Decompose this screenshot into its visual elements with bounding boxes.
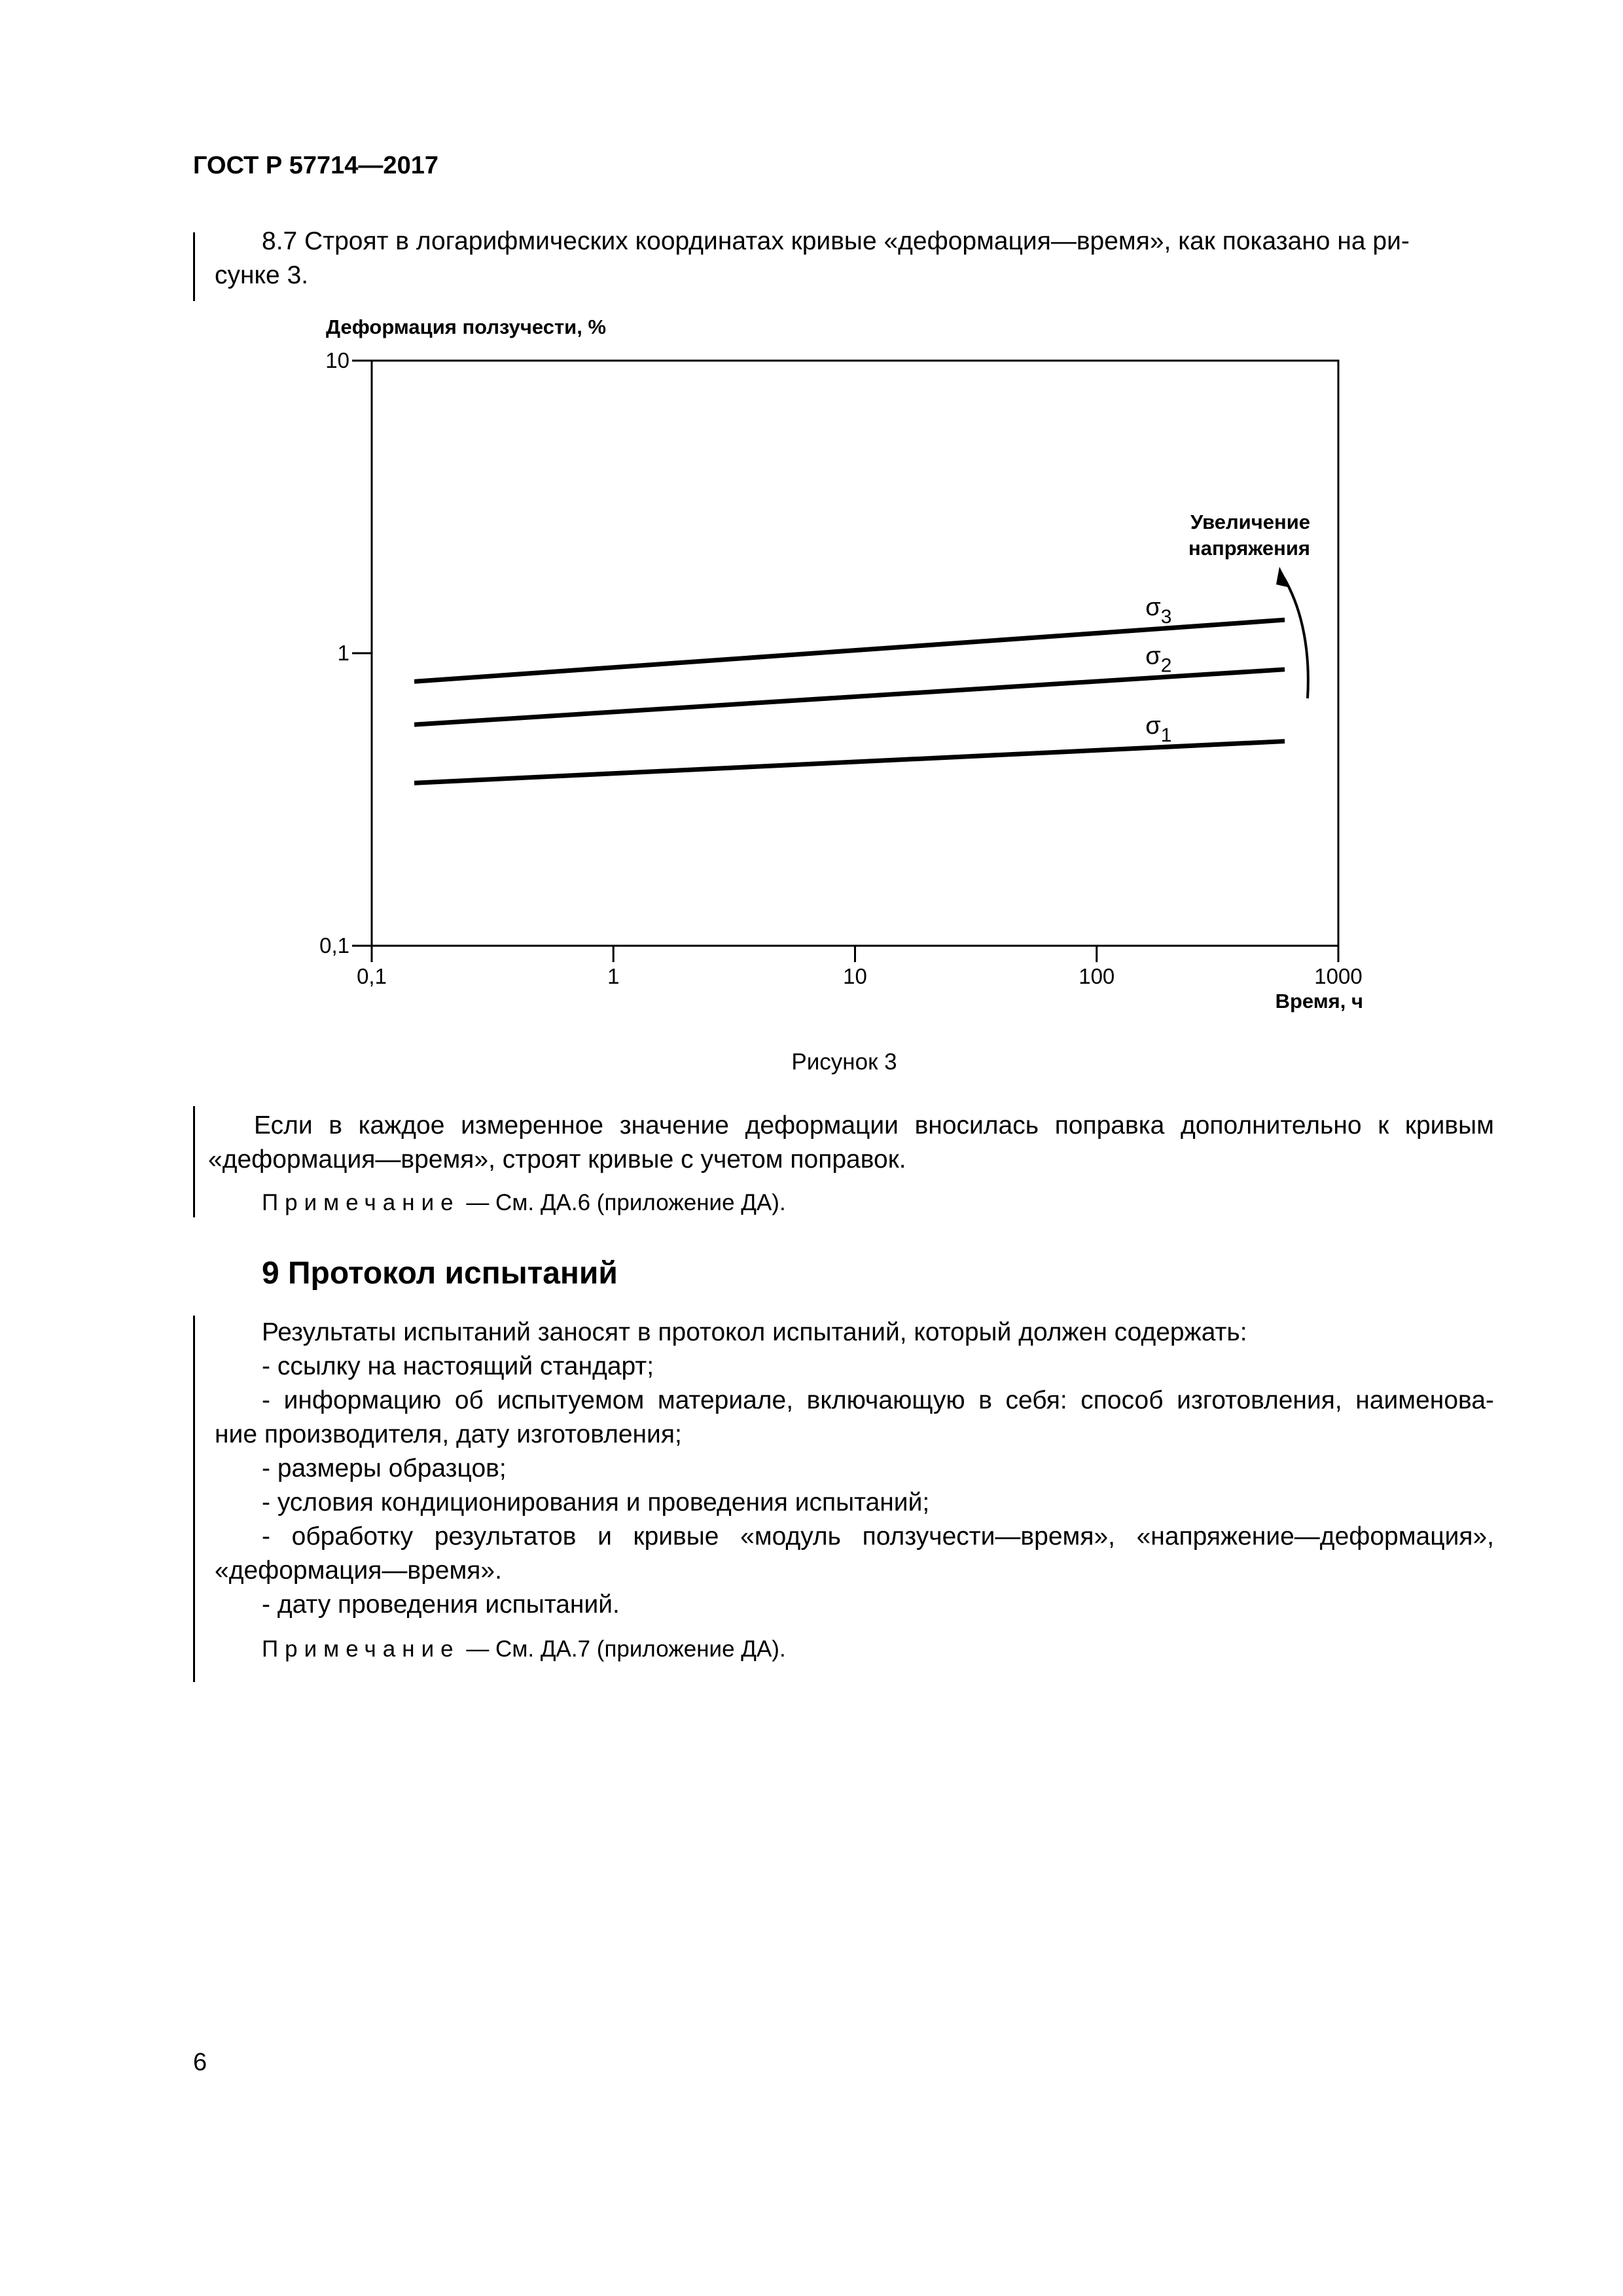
figure-caption: Рисунок 3 [791,1049,897,1075]
list-item-4: - условия кондиционирования и проведения испытаний; [262,1488,930,1516]
x-tick-label-3: 100 [1079,964,1115,988]
x-tick-label-4: 1000 [1314,964,1363,988]
page-number: 6 [193,2049,207,2076]
creep-chart [0,0,1623,1113]
list-item-6: - дату проведения испытаний. [262,1590,620,1619]
change-bar [193,1316,195,1682]
annotation-line-2: напряжения [1188,537,1310,560]
document-header: ГОСТ Р 57714—2017 [193,152,438,179]
para-8-7-line-2: сунке 3. [215,261,309,289]
note-2 [262,1632,786,1666]
note-1-label: Примечание [262,1190,460,1215]
y-tick-label-1: 1 [337,641,349,665]
para-after-figure-line-1: Если в каждое измеренное значение деформации вносилась поправка дополнительно к кривым [254,1111,1494,1139]
chart-y-axis-label: Деформация ползучести, % [326,315,607,338]
note-1-text: — См. ДА.6 (приложение ДА). [466,1190,786,1215]
series-line-σ1 [414,742,1285,783]
stress-increase-arrow [1284,578,1308,698]
list-item-3: - размеры образцов; [262,1454,507,1482]
series-label-σ2: $\sigma_2$ [1145,642,1172,677]
list-item-2-line-1: - информацию об испытуемом материале, включающую в себя: способ изготовления, наименова- [262,1386,1494,1414]
arrow-head-icon [1276,567,1291,588]
list-item-2-line-2: ние производителя, дату изготовления; [215,1420,682,1448]
note-2-label: Примечание [262,1636,460,1662]
chart-plot-area [372,361,1338,946]
series-label-σ3: $\sigma_3$ [1145,594,1172,628]
para-8-7-line-1: 8.7 Строят в логарифмических координатах кривые «деформация—время», как показано на ри- [262,227,1410,255]
list-item-5-line-1: - обработку результатов и кривые «модуль ползучести—время», «напряжение—деформация», [262,1522,1494,1551]
x-tick-label-1: 1 [607,964,620,988]
y-tick-label-0: 10 [325,348,349,372]
note-1 [262,1186,786,1220]
chart-x-axis-label: Время, ч [1275,990,1363,1013]
list-item-1: - ссылку на настоящий стандарт; [262,1352,654,1380]
list-item-5-line-2: «деформация—время». [215,1556,502,1585]
x-tick-label-2: 10 [843,964,867,988]
series-label-σ1: $\sigma_1$ [1145,711,1172,746]
note-2-text: — См. ДА.7 (приложение ДА). [466,1636,786,1662]
change-bar [193,1106,195,1217]
para-after-figure-line-2: «деформация—время», строят кривые с учетом поправок. [208,1145,906,1174]
section-9-title: 9 Протокол испытаний [262,1256,618,1291]
section-9-intro: Результаты испытаний заносят в протокол испытаний, который должен содержать: [262,1318,1247,1346]
y-tick-label-2: 0,1 [319,933,349,958]
x-tick-label-0: 0,1 [357,964,387,988]
annotation-line-1: Увеличение [1190,511,1310,533]
